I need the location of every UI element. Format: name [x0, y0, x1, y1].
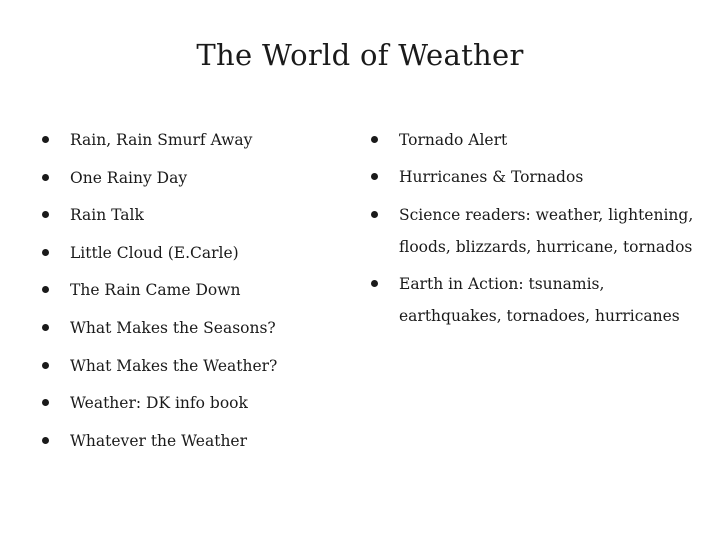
list-item-text: Hurricanes & Tornados [399, 168, 584, 187]
list-item [42, 162, 342, 194]
slide-title: The World of Weather [196, 38, 524, 72]
bullet-icon [42, 324, 49, 331]
list-item [371, 161, 701, 193]
bullet-icon [42, 286, 49, 293]
bullet-icon [371, 136, 378, 143]
list-item-text: Tornado Alert [399, 131, 508, 149]
list-item-text: Earth in Action: tsunamis, earthquakes, tornadoes, hurricanes [399, 275, 680, 326]
list-item [42, 312, 342, 344]
list-item [42, 387, 342, 419]
list-item-text: Rain, Rain Smurf Away [70, 131, 253, 149]
list-item-text: What Makes the Seasons? [70, 318, 276, 337]
right-book-list [371, 124, 701, 338]
list-item-text: The Rain Came Down [70, 281, 241, 300]
list-item [42, 350, 342, 382]
bullet-icon [42, 437, 49, 444]
list-item-text: Weather: DK info book [70, 394, 248, 413]
list-item-text: What Makes the Weather? [70, 356, 278, 375]
bullet-icon [371, 280, 378, 287]
list-item [42, 274, 342, 306]
list-item [371, 124, 701, 156]
bullet-icon [42, 174, 49, 181]
list-item-text: Whatever the Weather [70, 431, 248, 450]
list-item-text: Science readers: weather, lightening, floods, blizzards, hurricane, tornados [399, 205, 694, 256]
bullet-icon [42, 249, 49, 256]
list-item [42, 425, 342, 457]
bullet-icon [42, 136, 49, 143]
bullet-icon [42, 362, 49, 369]
list-item [42, 237, 342, 269]
list-item-text: One Rainy Day [70, 168, 188, 187]
bullet-icon [42, 211, 49, 218]
bullet-icon [42, 399, 49, 406]
list-item-text: Little Cloud (E.Carle) [70, 243, 239, 262]
list-item [371, 268, 701, 332]
left-book-list [42, 124, 342, 462]
list-item-text: Rain Talk [70, 206, 144, 225]
list-item [42, 124, 342, 156]
bullet-icon [371, 173, 378, 180]
list-item [42, 199, 342, 231]
bullet-icon [371, 211, 378, 218]
list-item [371, 199, 701, 263]
